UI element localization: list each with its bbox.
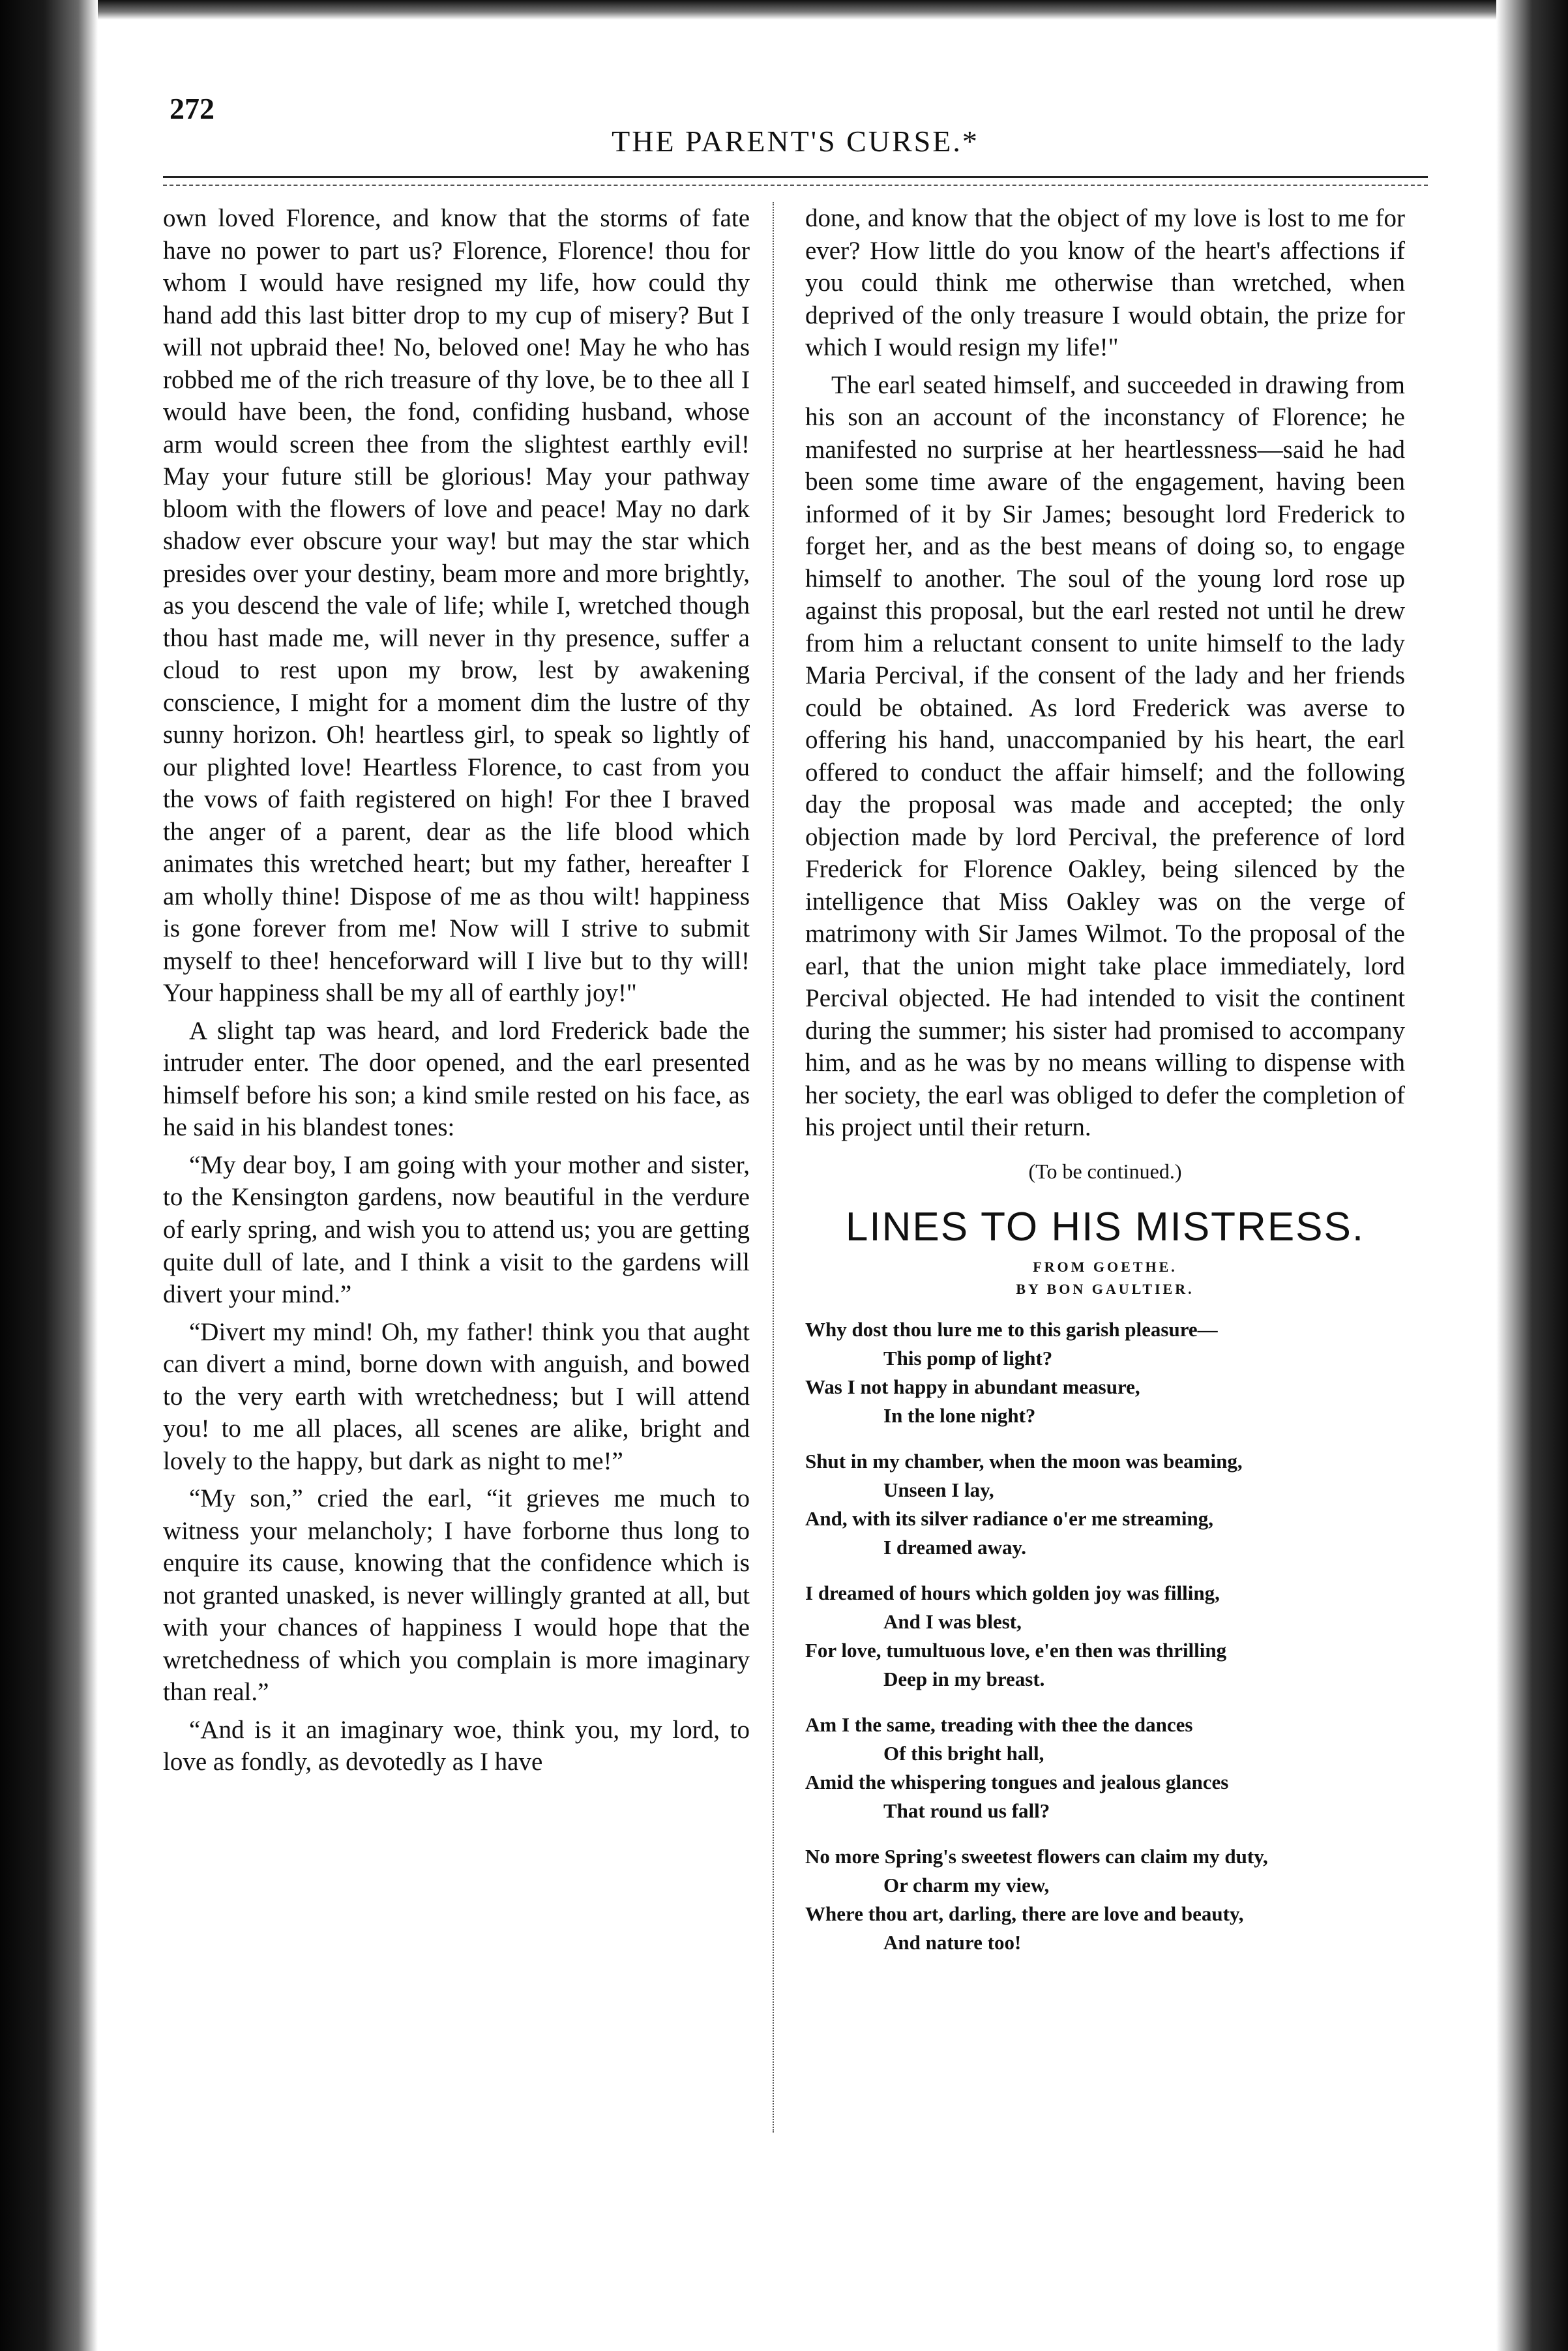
poem-line: Deep in my breast. [883, 1668, 1045, 1691]
left-column [163, 202, 750, 1784]
paragraph: A slight tap was heard, and lord Frederick bade the intruder enter. The door opened, and the earl presented himself before his son; a kind smile rested on his face, as he said in his blandest tones: [163, 1016, 750, 1142]
paragraph: done, and know that the object of my love is lost to me for ever? How little do you know of the heart's affections if you could think me otherwise than wretched, when deprived of the only treasure I would obtain, the prize for which I would resign my life!" [805, 204, 1405, 362]
poem-line: I dreamed away. [883, 1536, 1027, 1559]
book-binding-edge [0, 0, 98, 2351]
poem-line: That round us fall? [883, 1799, 1050, 1823]
book-page [137, 46, 1454, 2302]
poem-line: For love, tumultuous love, e'en then was thrilling [805, 1639, 1227, 1662]
poem-line: Where thou art, darling, there are love and beauty, [805, 1902, 1244, 1926]
poem-stanza [805, 1579, 1405, 1694]
poem-line: Am I the same, treading with thee the dances [805, 1713, 1193, 1737]
paragraph: “Divert my mind! Oh, my father! think you that aught can divert a mind, borne down with anguish, and bowed to the very earth with wretchedness; but I will attend you! to me all places, all scenes are alike, bright and lovely to the happy, but dark as night to me!” [163, 1317, 750, 1475]
poem-line: This pomp of light? [883, 1347, 1053, 1370]
poem-stanza [805, 1447, 1405, 1562]
page-top-edge [98, 0, 1568, 20]
poem-source: FROM GOETHE. [1033, 1259, 1177, 1276]
paragraph: own loved Florence, and know that the storms of fate have no power to part us? Florence, Florence! thou for whom I would have resigned my life, how could thy hand add this last bitter drop to my cup of misery? But I will not upbraid thee! No, beloved one! May he who has robbed me of the rich treasure of thy love, be to thee all I would have been, the fond, confiding husband, whose arm would screen thee from the slightest earthly evil! May your future still be glorious! May your pathway bloom with the flowers of love and peace! May no dark shadow ever obscure your way! but may the star which presides over your destiny, beam more and more brightly, as you descend the vale of life; while I, wretched though thou hast made me, will never in thy presence, suffer a cloud to rest upon my brow, lest by awakening conscience, I might for a moment dim the lustre of thy sunny horizon. Oh! heartless girl, to speak so lightly of our plighted love! Heartless Florence, to cast from you the vows of faith registered on high! For thee I braved the anger of a parent, dear as the life blood which animates this wretched heart; but my father, hereafter I am wholly thine! Dispose of me as thou wilt! happiness is gone forever from me! Now will I strive to submit myself to thee! henceforward will I live but to thy will! Your happiness shall be my all of earthly joy!" [163, 204, 750, 1008]
poem-line: And I was blest, [883, 1610, 1022, 1634]
poem-line: Or charm my view, [883, 1874, 1050, 1897]
poem-stanza [805, 1711, 1405, 1825]
poem-line: No more Spring's sweetest flowers can claim my duty, [805, 1845, 1268, 1868]
poem-line: I dreamed of hours which golden joy was filling, [805, 1581, 1220, 1605]
poem-line: And nature too! [883, 1931, 1022, 1954]
poem-line: Amid the whispering tongues and jealous glances [805, 1771, 1229, 1794]
poem-line: Unseen I lay, [883, 1478, 994, 1502]
poem-line: And, with its silver radiance o'er me streaming, [805, 1507, 1213, 1531]
poem-line: Shut in my chamber, when the moon was beaming, [805, 1450, 1243, 1473]
right-column [805, 202, 1405, 1958]
poem-line: In the lone night? [883, 1404, 1036, 1428]
paragraph: The earl seated himself, and succeeded in drawing from his son an account of the inconstancy of Florence; he manifested no surprise at her heartlessness—said he had been some time aware of the engagement, having been informed of it by Sir James; besought lord Frederick to forget her, and as the best means of doing so, to engage himself to another. The soul of the young lord rose up against this proposal, but the earl rested not until he drew from him a reluctant consent to unite himself to the lady Maria Percival, if the consent of the lady and her friends could be obtained. As lord Frederick was averse to offering his hand, unaccompanied by his heart, the earl offered to conduct the affair himself; and the following day the proposal was made and accepted; the only objection made by lord Percival, the preference of lord Frederick for Florence Oakley, being silenced by the intelligence that Miss Oakley was on the verge of matrimony with Sir James Wilmot. To the proposal of the earl, that the union might take place immediately, lord Percival objected. He had intended to visit the continent during the summer; his sister had promised to accompany him, and as he was by no means willing to dispense with her society, the earl was obliged to defer the completion of his project until their return. [805, 370, 1405, 1142]
page-number: 272 [170, 92, 214, 125]
poem-line: Of this bright hall, [883, 1742, 1044, 1765]
running-title: THE PARENT'S CURSE.* [612, 125, 979, 158]
paragraph: “And is it an imaginary woe, think you, my lord, to love as fondly, as devotedly as I have [163, 1715, 750, 1776]
poem-line: Was I not happy in abundant measure, [805, 1375, 1140, 1399]
page-right-edge [1496, 0, 1568, 2351]
poem-stanza [805, 1842, 1405, 1957]
poem-line: Why dost thou lure me to this garish pleasure— [805, 1318, 1218, 1341]
poem-author: BY BON GAULTIER. [1016, 1281, 1194, 1298]
poem-stanza [805, 1315, 1405, 1430]
continued-note: (To be continued.) [1028, 1159, 1182, 1183]
paragraph: “My son,” cried the earl, “it grieves me much to witness your melancholy; I have forborne thus long to enquire its cause, knowing that the confidence which is not granted unasked, is never willingly granted at all, but with your chances of happiness I would hope that the wretchedness of which you complain is more imaginary than real.” [163, 1484, 750, 1707]
poem-title: LINES TO HIS MISTRESS. [845, 1204, 1365, 1250]
header-rule [163, 176, 1428, 186]
paragraph: “My dear boy, I am going with your mother and sister, to the Kensington gardens, now beautiful in the verdure of early spring, and wish you to attend us; you are getting quite dull of late, and I think a visit to the gardens will divert your mind.” [163, 1150, 750, 1309]
column-divider [773, 202, 774, 2133]
